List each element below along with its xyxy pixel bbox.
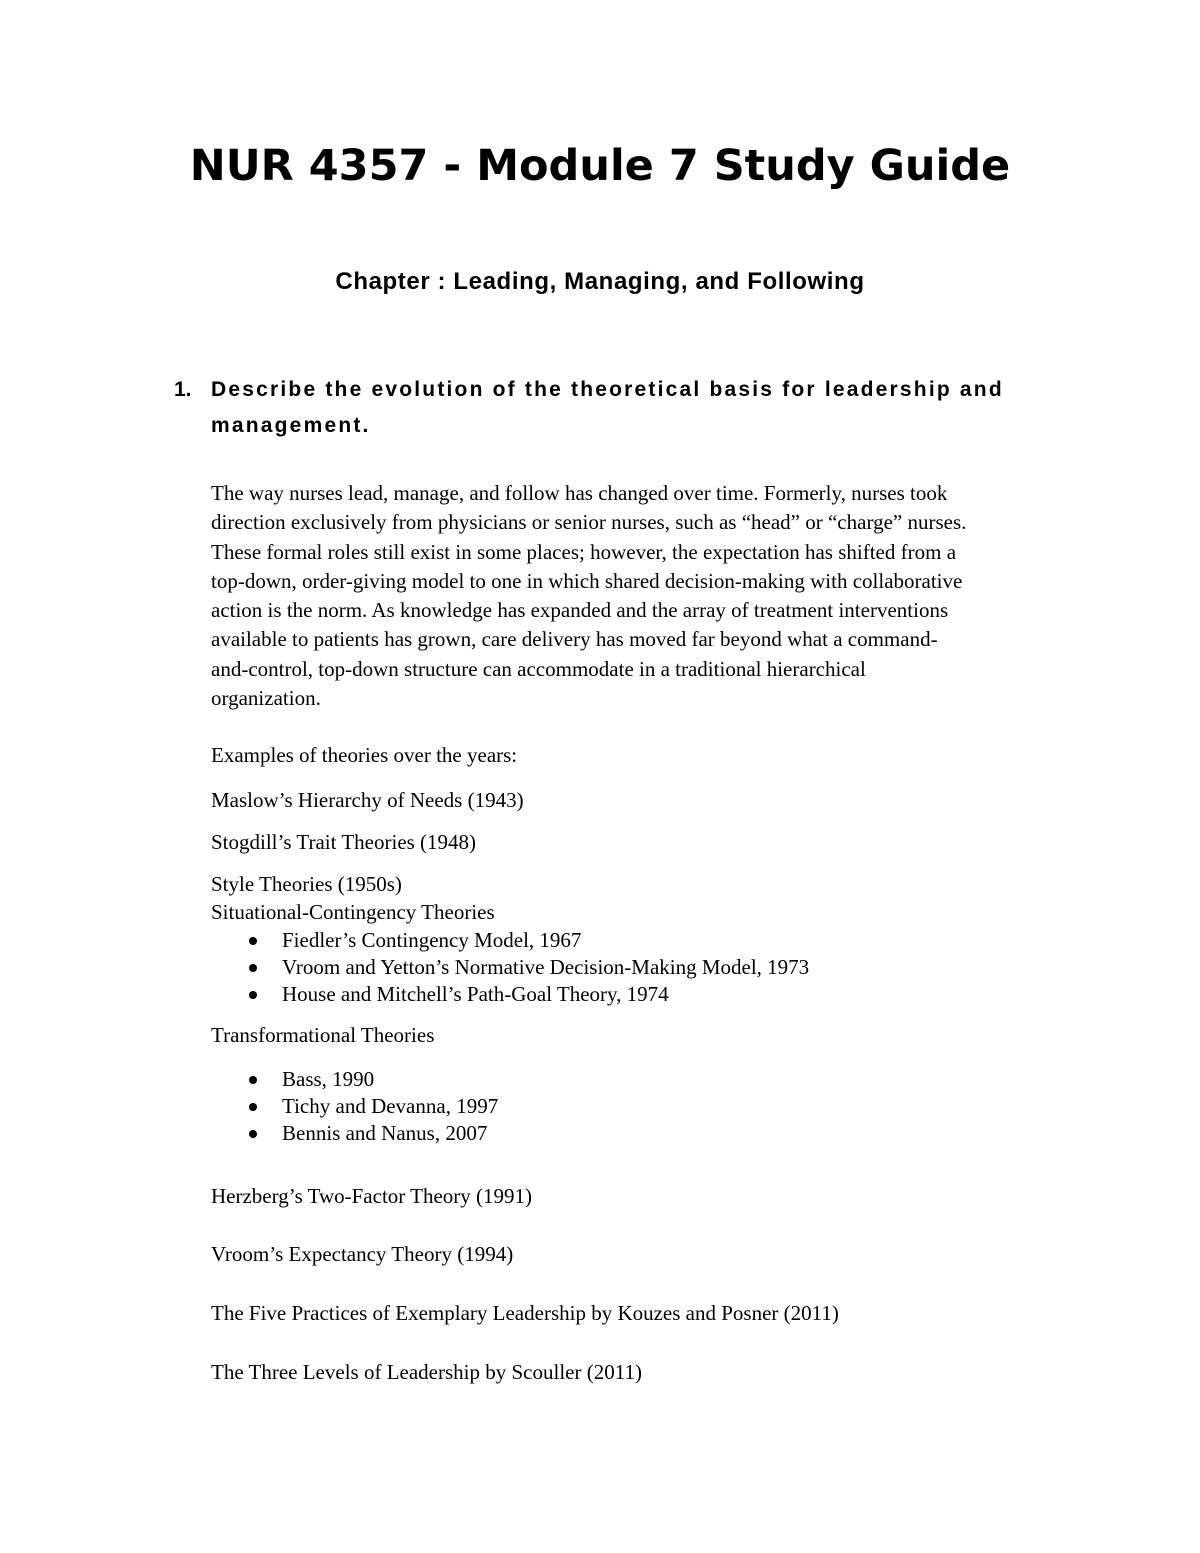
paragraph-line: These formal roles still exist in some places; however, the expectation has shifted from a [211, 539, 957, 564]
list-item [243, 1120, 498, 1147]
bullet-icon [249, 1103, 257, 1111]
transformational-list [243, 1066, 498, 1147]
list-item [243, 954, 809, 981]
question-number: 1. [174, 378, 192, 401]
answer-paragraph [211, 479, 1071, 713]
list-item-text: Bennis and Nanus, 2007 [282, 1121, 488, 1145]
theory-situational: Situational-Contingency Theories [211, 900, 495, 924]
bullet-icon [249, 1076, 257, 1084]
list-item-text: Bass, 1990 [282, 1067, 375, 1091]
paragraph-line: available to patients has grown, care delivery has moved far beyond what a command- [211, 627, 938, 652]
theory-vroom: Vroom’s Expectancy Theory (1994) [211, 1242, 514, 1266]
theory-stogdill: Stogdill’s Trait Theories (1948) [211, 830, 477, 854]
theory-maslow: Maslow’s Hierarchy of Needs (1943) [211, 788, 524, 812]
question-text: Describe the evolution of the theoretical basis for leadership and management. [211, 378, 1004, 437]
document-title: NUR 4357 - Module 7 Study Guide [189, 141, 1011, 191]
bullet-icon [249, 991, 257, 999]
list-item [243, 1093, 498, 1120]
paragraph-line: and-control, top-down structure can accommodate in a traditional hierarchical [211, 656, 866, 681]
bullet-icon [249, 1130, 257, 1138]
chapter-heading: Chapter : Leading, Managing, and Following [335, 268, 865, 295]
list-item [243, 1066, 498, 1093]
paragraph-line: direction exclusively from physicians or senior nurses, such as “head” or “charge” nurses. [211, 510, 967, 535]
examples-intro: Examples of theories over the years: [211, 743, 518, 767]
list-item-text: Vroom and Yetton’s Normative Decision-Making Model, 1973 [282, 955, 810, 979]
bullet-icon [249, 937, 257, 945]
list-item-text: Fiedler’s Contingency Model, 1967 [282, 928, 582, 952]
paragraph-line: top-down, order-giving model to one in which shared decision-making with collaborative [211, 568, 963, 593]
paragraph-line: action is the norm. As knowledge has expanded and the array of treatment interventions [211, 598, 949, 623]
list-item [243, 927, 809, 954]
situational-list [243, 927, 809, 1008]
paragraph-line: organization. [211, 686, 321, 711]
theory-three-levels: The Three Levels of Leadership by Scouller (2011) [211, 1360, 642, 1384]
theory-transformational: Transformational Theories [211, 1023, 435, 1047]
theory-herzberg: Herzberg’s Two-Factor Theory (1991) [211, 1184, 533, 1208]
theory-five-practices: The Five Practices of Exemplary Leadership by Kouzes and Posner (2011) [211, 1301, 839, 1325]
theory-style: Style Theories (1950s) [211, 872, 402, 896]
bullet-icon [249, 964, 257, 972]
list-item-text: Tichy and Devanna, 1997 [282, 1094, 499, 1118]
list-item [243, 981, 809, 1008]
list-item-text: House and Mitchell’s Path-Goal Theory, 1974 [282, 982, 669, 1006]
paragraph-line: The way nurses lead, manage, and follow has changed over time. Formerly, nurses took [211, 481, 948, 505]
